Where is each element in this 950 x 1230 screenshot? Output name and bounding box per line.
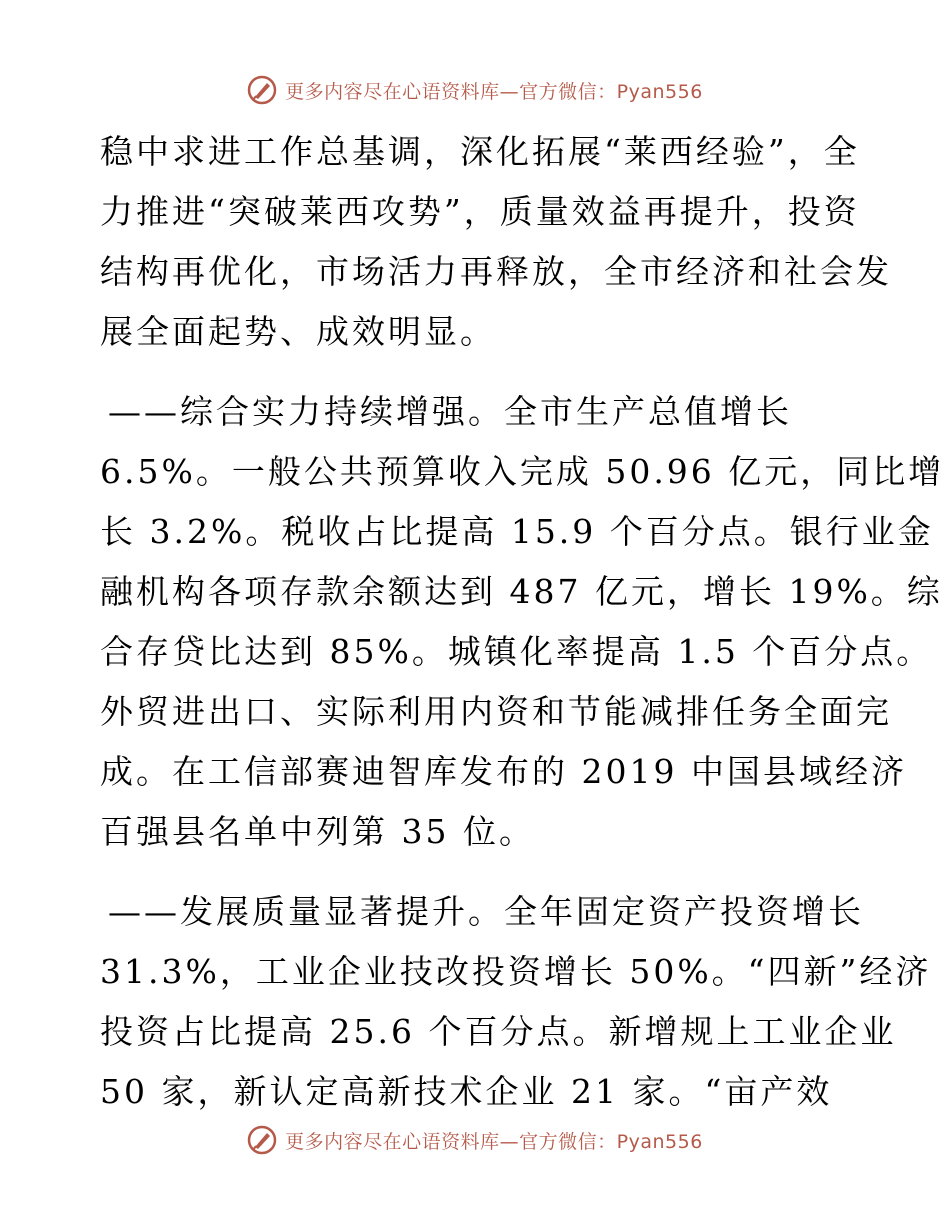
watermark-text: 更多内容尽在心语资料库—官方微信：Pyan556 [285, 80, 703, 103]
text-line: 50 家，新认定高新技术企业 21 家。“亩产效 [100, 1072, 833, 1111]
text-line: ——综合实力持续增强。全市生产总值增长 [108, 392, 792, 431]
paragraph [100, 122, 892, 362]
text-line: 6.5%。一般公共预算收入完成 50.96 亿元，同比增 [100, 452, 945, 491]
document-body [100, 122, 945, 1122]
text-line: 稳中求进工作总基调，深化拓展“莱西经验”，全 [100, 132, 860, 171]
text-line: 融机构各项存款余额达到 487 亿元，增长 19%。综 [100, 572, 943, 611]
header-watermark [0, 70, 950, 110]
text-line: 成。在工信部赛迪智库发布的 2019 中国县域经济 [100, 752, 907, 791]
text-line: 百强县名单中列第 35 位。 [100, 812, 535, 851]
text-line: 长 3.2%。税收占比提高 15.9 个百分点。银行业金 [100, 512, 934, 551]
text-line: 结构再优化，市场活力再释放，全市经济和社会发 [100, 252, 892, 291]
paragraph [100, 882, 932, 1122]
text-line: 外贸进出口、实际利用内资和节能减排任务全面完 [100, 692, 892, 731]
text-line: 展全面起势、成效明显。 [100, 312, 496, 351]
footer-watermark [0, 1120, 950, 1160]
watermark-text: 更多内容尽在心语资料库—官方微信：Pyan556 [285, 1130, 703, 1153]
quill-seal-icon [247, 1125, 277, 1155]
quill-seal-icon [247, 75, 277, 105]
text-line: 31.3%，工业企业技改投资增长 50%。“四新”经济 [100, 952, 932, 991]
text-line: 力推进“突破莱西攻势”，质量效益再提升，投资 [100, 192, 860, 231]
text-line: 合存贷比达到 85%。城镇化率提高 1.5 个百分点。 [100, 632, 933, 671]
text-line: 投资占比提高 25.6 个百分点。新增规上工业企业 [100, 1012, 897, 1051]
text-line: ——发展质量显著提升。全年固定资产投资增长 [108, 892, 864, 931]
paragraph [100, 382, 945, 862]
